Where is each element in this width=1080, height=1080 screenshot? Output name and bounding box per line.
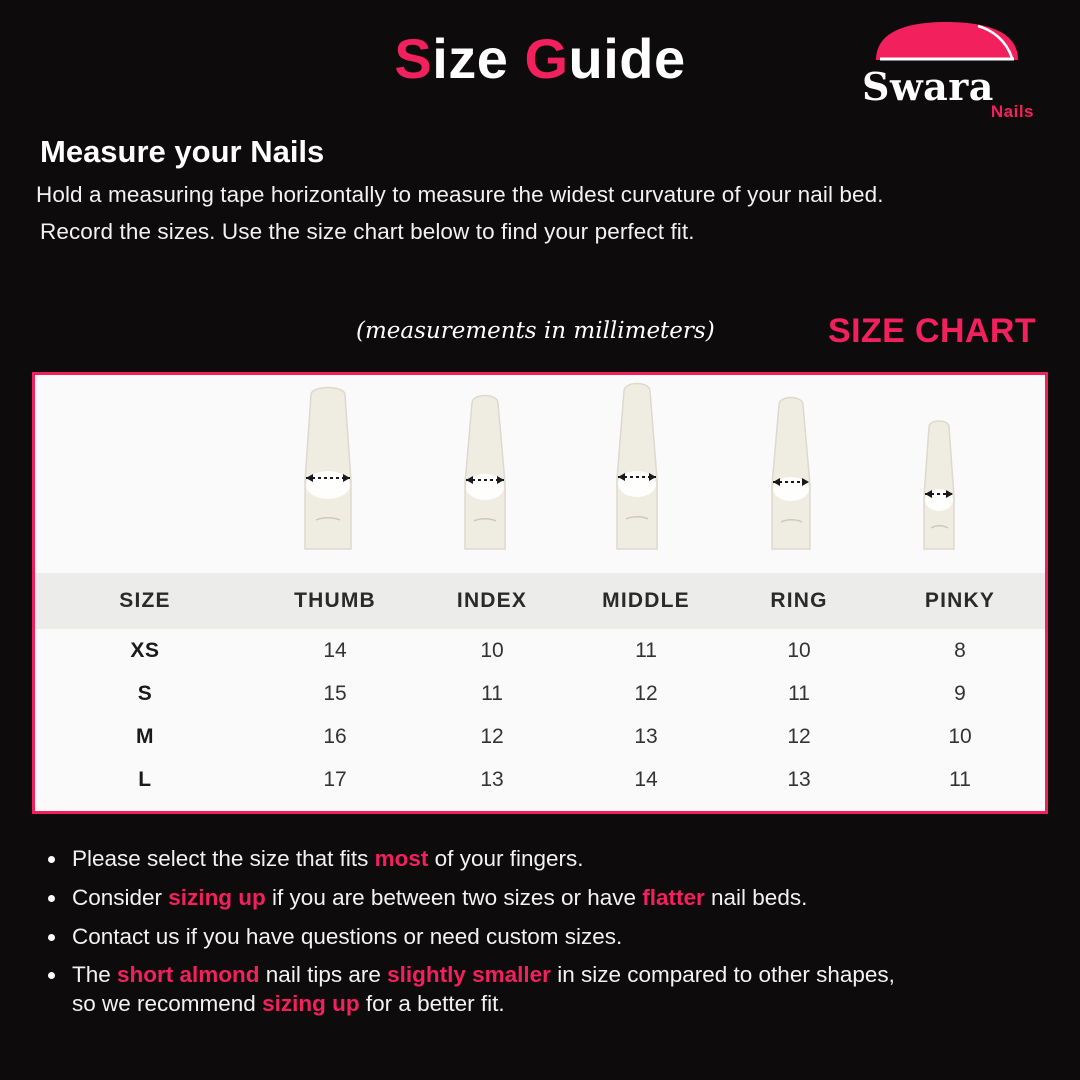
pinky-nail-illustration — [907, 381, 971, 561]
cell-index: 13 — [480, 767, 504, 791]
cell-index: 10 — [480, 638, 504, 662]
cell-index: 12 — [480, 724, 504, 748]
column-header-middle: MIDDLE — [602, 589, 690, 612]
cell-middle: 14 — [634, 767, 658, 791]
brand-subtitle: Nails — [990, 102, 1034, 121]
list-item — [40, 961, 1040, 1019]
middle-nail-illustration — [597, 381, 677, 561]
title-letter-s: S — [394, 27, 433, 90]
bullet-icon — [48, 972, 55, 979]
cell-thumb: 17 — [323, 767, 347, 791]
cell-pinky: 9 — [954, 681, 966, 705]
table-row — [35, 629, 1045, 672]
cell-size: XS — [130, 638, 160, 662]
cell-size: S — [137, 681, 153, 705]
cell-size: L — [138, 767, 152, 791]
list-item — [40, 845, 1040, 874]
cell-pinky: 11 — [949, 767, 971, 791]
table-header-row — [35, 573, 1045, 629]
bullet-icon — [48, 934, 55, 941]
column-header-pinky: PINKY — [924, 589, 996, 612]
note-text: Please select the size that fits most of your fingers. — [72, 846, 584, 871]
table-body — [35, 629, 1045, 801]
brand-logo — [848, 20, 1038, 130]
table-row — [35, 672, 1045, 715]
measure-instruction-line-2: Record the sizes. Use the size chart below to find your perfect fit. — [40, 219, 695, 244]
title-word-uide: uide — [568, 27, 686, 90]
column-header-size: SIZE — [119, 589, 171, 612]
size-chart-table — [32, 372, 1048, 814]
column-header-ring: RING — [770, 589, 828, 612]
list-item — [40, 884, 1040, 913]
title-letter-g: G — [524, 27, 569, 90]
index-nail-illustration — [445, 381, 525, 561]
measure-heading: Measure your Nails — [40, 134, 325, 169]
cell-ring: 10 — [787, 638, 811, 662]
cell-index: 11 — [481, 681, 503, 705]
cell-middle: 12 — [634, 681, 658, 705]
bullet-icon — [48, 895, 55, 902]
cell-size: M — [135, 724, 155, 748]
cell-thumb: 14 — [323, 638, 347, 662]
ring-nail-illustration — [753, 381, 829, 561]
cell-middle: 11 — [635, 638, 657, 662]
cell-ring: 11 — [788, 681, 810, 705]
cell-pinky: 10 — [948, 724, 972, 748]
column-header-thumb: THUMB — [294, 589, 376, 612]
cell-ring: 12 — [787, 724, 811, 748]
nail-tip-logo-icon — [866, 20, 1026, 66]
note-text: Consider sizing up if you are between two sizes or have flatter nail beds. — [72, 884, 808, 910]
cell-pinky: 8 — [954, 638, 966, 662]
size-chart-label: SIZE CHART — [828, 312, 1036, 350]
nail-illustrations — [35, 375, 1045, 573]
cell-middle: 13 — [634, 724, 658, 748]
cell-thumb: 15 — [323, 681, 347, 705]
note-text: Contact us if you have questions or need custom sizes. — [72, 923, 623, 949]
table-row — [35, 758, 1045, 801]
thumb-nail-illustration — [283, 381, 373, 561]
list-item — [40, 923, 1040, 952]
bullet-icon — [48, 856, 55, 863]
column-header-index: INDEX — [456, 589, 528, 612]
title-word-ize: ize — [432, 27, 525, 90]
brand-name: Swara — [862, 64, 994, 109]
notes-list — [40, 845, 1040, 1029]
cell-ring: 13 — [787, 767, 811, 791]
table-row — [35, 715, 1045, 758]
measure-instruction-line-1: Hold a measuring tape horizontally to measure the widest curvature of your nail bed. — [36, 182, 884, 207]
cell-thumb: 16 — [323, 724, 347, 748]
note-text: The short almond nail tips are slightly smaller in size compared to other shapes, so we recommend sizing up for a better fit. — [72, 962, 895, 1017]
units-note: (measurements in millimeters) — [356, 318, 715, 344]
